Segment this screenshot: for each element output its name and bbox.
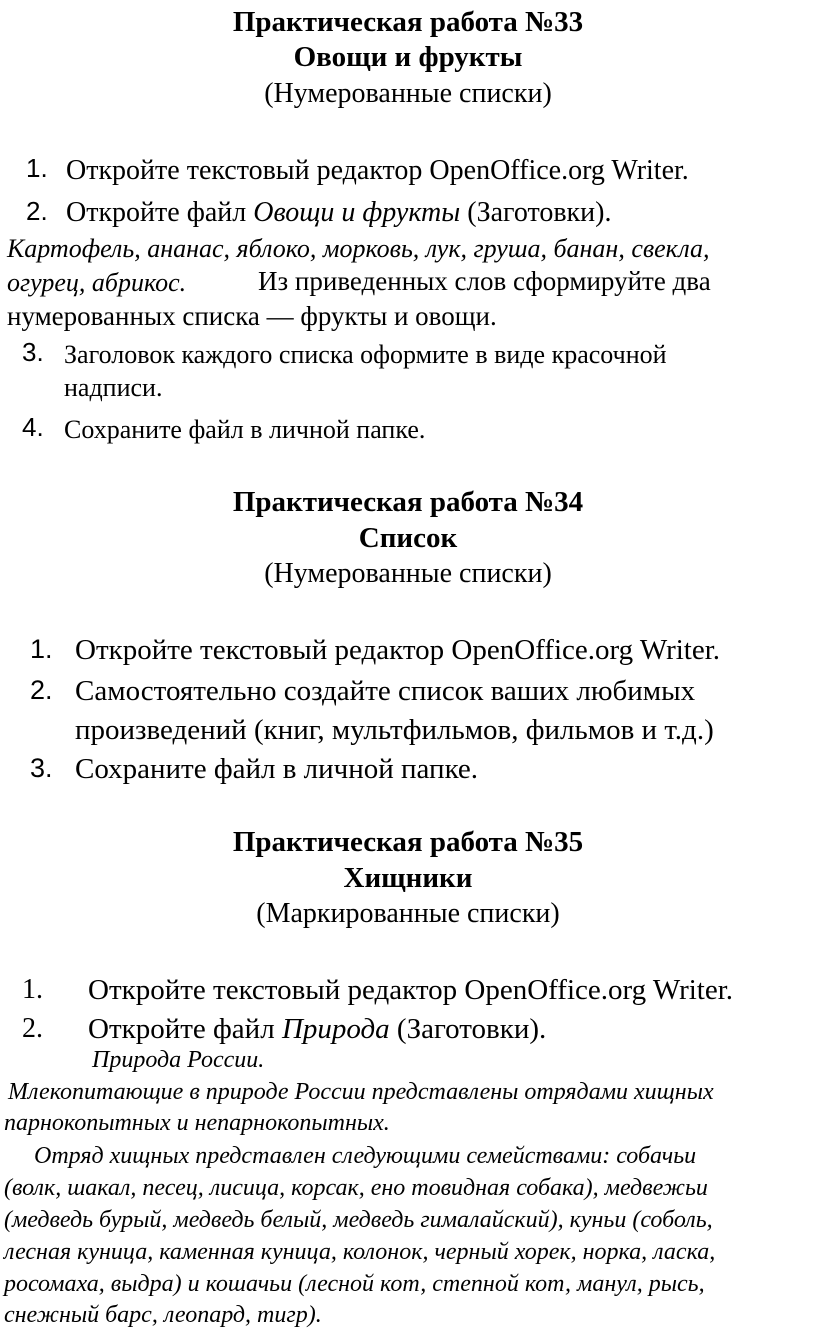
work33-title: Практическая работа №33: [232, 6, 584, 38]
work33-type: (Нумерованные списки): [264, 78, 552, 109]
nature-line-3: Отряд хищных представлен следующими семействами: собачьи: [34, 1143, 697, 1169]
work34-step2-line2: произведений (книг, мультфильмов, фильмов и т.д.): [75, 714, 714, 746]
work34-step2-num: 2.: [30, 675, 53, 705]
nature-line-2: парнокопытных и непарнокопытных.: [4, 1110, 390, 1136]
work33-words-line1: Картофель, ананас, яблоко, морковь, лук, груша, банан, свекла,: [7, 234, 710, 263]
nature-line-4: (волк, шакал, песец, лисица, корсак, ено товидная собака), медвежьи: [4, 1175, 708, 1201]
work33-step1-num: 1.: [26, 153, 48, 183]
work33-subtitle: Овощи и фрукты: [293, 41, 523, 73]
work35-step2-num: 2.: [22, 1013, 43, 1044]
work34-type: (Нумерованные списки): [264, 558, 552, 589]
work33-instr-line2: нумерованных списка — фрукты и овощи.: [7, 301, 497, 331]
work35-type: (Маркированные списки): [256, 898, 560, 929]
work33-step2-text: Откройте файл Овощи и фрукты (Заготовки).: [66, 197, 612, 228]
work33-step1-text: Откройте текстовый редактор OpenOffice.org Writer.: [66, 155, 689, 186]
work33-step3-line2: надписи.: [64, 373, 163, 402]
work35-step2-text: Откройте файл Природа (Заготовки).: [88, 1013, 547, 1045]
nature-line-6: лесная куница, каменная куница, колонок, черный хорек, норка, ласка,: [4, 1239, 716, 1265]
work33-words-line2: огурец, абрикос.: [7, 268, 187, 297]
work35-step1-num: 1.: [22, 974, 43, 1005]
work34-step1-num: 1.: [30, 634, 53, 664]
work34-step3-text: Сохраните файл в личной папке.: [75, 753, 479, 785]
work34-step2-line1: Самостоятельно создайте список ваших любимых: [75, 675, 696, 707]
work33-instr-line1: Из приведенных слов сформируйте два: [258, 266, 711, 296]
work33-step3-num: 3.: [22, 337, 44, 367]
work34-subtitle: Список: [358, 522, 458, 554]
work35-step1-text: Откройте текстовый редактор OpenOffice.org Writer.: [88, 974, 734, 1006]
nature-line-8: снежный барс, леопард, тигр).: [4, 1302, 322, 1328]
nature-line-7: росомаха, выдра) и кошачьи (лесной кот, степной кот, манул, рысь,: [4, 1271, 705, 1297]
work34-step1-text: Откройте текстовый редактор OpenOffice.org Writer.: [75, 634, 721, 666]
work34-title: Практическая работа №34: [232, 486, 584, 518]
work34-step3-num: 3.: [30, 753, 53, 783]
nature-line-5: (медведь бурый, медведь белый, медведь гималайский), куньи (соболь,: [4, 1207, 713, 1233]
work35-subtitle: Хищники: [343, 862, 473, 894]
work33-step4-text: Сохраните файл в личной папке.: [64, 415, 426, 444]
work35-title: Практическая работа №35: [232, 826, 584, 858]
nature-title: Природа России.: [92, 1047, 265, 1073]
work33-step4-num: 4.: [22, 412, 44, 442]
nature-line-1: Млекопитающие в природе России представлены отрядами хищных: [8, 1079, 714, 1105]
work33-step3-line1: Заголовок каждого списка оформите в виде красочной: [64, 340, 667, 369]
work33-step2-num: 2.: [26, 196, 48, 226]
